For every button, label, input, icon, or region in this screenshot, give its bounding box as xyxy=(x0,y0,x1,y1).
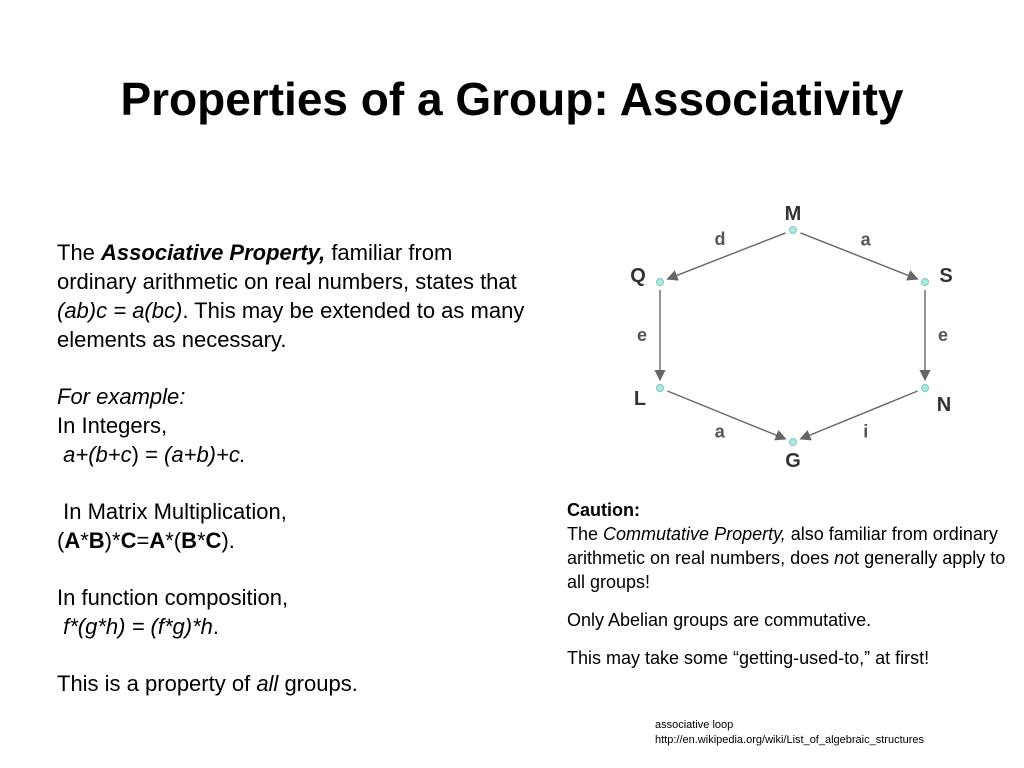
node-label-S: S xyxy=(939,265,953,287)
caution-text-2: also familiar from ordinary arithmetic on real numbers, does xyxy=(567,524,998,568)
matrix-label xyxy=(57,497,537,526)
integers-formula-part-b: ) = xyxy=(131,442,165,467)
matrix-star-2: * xyxy=(196,528,206,553)
node-dot-S xyxy=(922,279,929,286)
edge-label-N-G: i xyxy=(863,421,869,442)
edge-label-M-Q: d xyxy=(714,229,726,250)
integers-formula-part-a: a+(b+c xyxy=(63,442,132,467)
matrix-paren-open: ( xyxy=(57,528,65,553)
edge-M-S xyxy=(800,233,917,279)
example-heading-text: For example: xyxy=(57,384,186,409)
integers-formula-part-c: (a+b)+c. xyxy=(164,442,246,467)
image-source-caption xyxy=(655,718,924,748)
abelian-note: Only Abelian groups are commutative. xyxy=(567,610,872,630)
edge-L-G xyxy=(667,391,785,439)
node-label-G: G xyxy=(785,450,801,472)
loop-diagram-svg xyxy=(560,185,1024,485)
intro-paragraph xyxy=(57,238,537,354)
edge-label-Q-L: e xyxy=(636,325,648,345)
closing-emphasis: all xyxy=(256,671,279,696)
associative-loop-diagram xyxy=(560,185,1024,485)
source-url: http://en.wikipedia.org/wiki/List_of_algebraic_structures xyxy=(655,734,925,746)
matrix-paren-close-star: )* xyxy=(104,528,121,553)
function-formula-end: . xyxy=(212,614,220,639)
intro-text-1: The xyxy=(57,240,102,265)
matrix-C: C xyxy=(120,528,137,553)
matrix-star-1: * xyxy=(80,528,89,553)
left-text-body xyxy=(57,238,537,698)
function-formula xyxy=(57,612,537,641)
closing-text-2: groups. xyxy=(278,671,358,696)
matrix-A-2: A xyxy=(149,528,166,553)
integers-label: In Integers, xyxy=(57,413,168,438)
node-label-M: M xyxy=(784,203,802,225)
edge-label-L-G: a xyxy=(714,421,725,442)
closing-text-1: This is a property of xyxy=(57,671,257,696)
matrix-A: A xyxy=(64,528,81,553)
node-dot-M xyxy=(790,227,797,234)
node-label-N: N xyxy=(936,394,952,416)
matrix-B: B xyxy=(88,528,105,553)
node-label-Q: Q xyxy=(630,265,646,287)
edge-label-M-S: a xyxy=(860,229,871,250)
associative-property-term: Associative Property, xyxy=(101,240,326,265)
node-dot-N xyxy=(922,385,929,392)
matrix-equals: = xyxy=(136,528,150,553)
node-dot-G xyxy=(790,439,797,446)
edge-M-Q xyxy=(667,233,785,279)
example-heading xyxy=(57,382,537,411)
function-label: In function composition, xyxy=(57,585,289,610)
node-label-L: L xyxy=(633,388,647,410)
caution-text-3: t generally apply to all groups! xyxy=(567,548,1006,592)
function-formula-text: f*(g*h) = (f*g)*h xyxy=(63,614,213,639)
intro-text-3: . This may be extended to as many elements as necessary. xyxy=(57,298,525,352)
caution-heading: Caution: xyxy=(567,500,640,520)
slide-title: Properties of a Group: Associativity xyxy=(120,73,904,125)
matrix-formula xyxy=(57,526,537,555)
matrix-label-text: In Matrix Multiplication, xyxy=(63,499,287,524)
caution-text-1: The xyxy=(567,524,604,544)
edge-label-S-N: e xyxy=(937,325,949,345)
closing-sentence xyxy=(57,669,537,698)
node-dot-Q xyxy=(657,279,664,286)
intro-text-2: familiar from ordinary arithmetic on real numbers, states that xyxy=(57,240,517,294)
matrix-paren-close: ). xyxy=(221,528,235,553)
associative-formula: (ab)c = a(bc) xyxy=(57,298,183,323)
edge-N-G xyxy=(800,391,917,439)
caution-box xyxy=(567,498,1017,670)
commutative-property-term: Commutative Property, xyxy=(603,524,786,544)
caution-paragraph xyxy=(567,522,1017,594)
node-dot-L xyxy=(657,385,664,392)
matrix-C-2: C xyxy=(205,528,222,553)
matrix-B-2: B xyxy=(181,528,197,553)
getting-used-to-note: This may take some “getting-used-to,” at first! xyxy=(567,648,930,668)
matrix-star-paren: *( xyxy=(165,528,182,553)
integers-formula xyxy=(57,440,537,469)
source-caption: associative loop xyxy=(655,719,734,731)
caution-not-emphasis: no xyxy=(834,548,855,568)
